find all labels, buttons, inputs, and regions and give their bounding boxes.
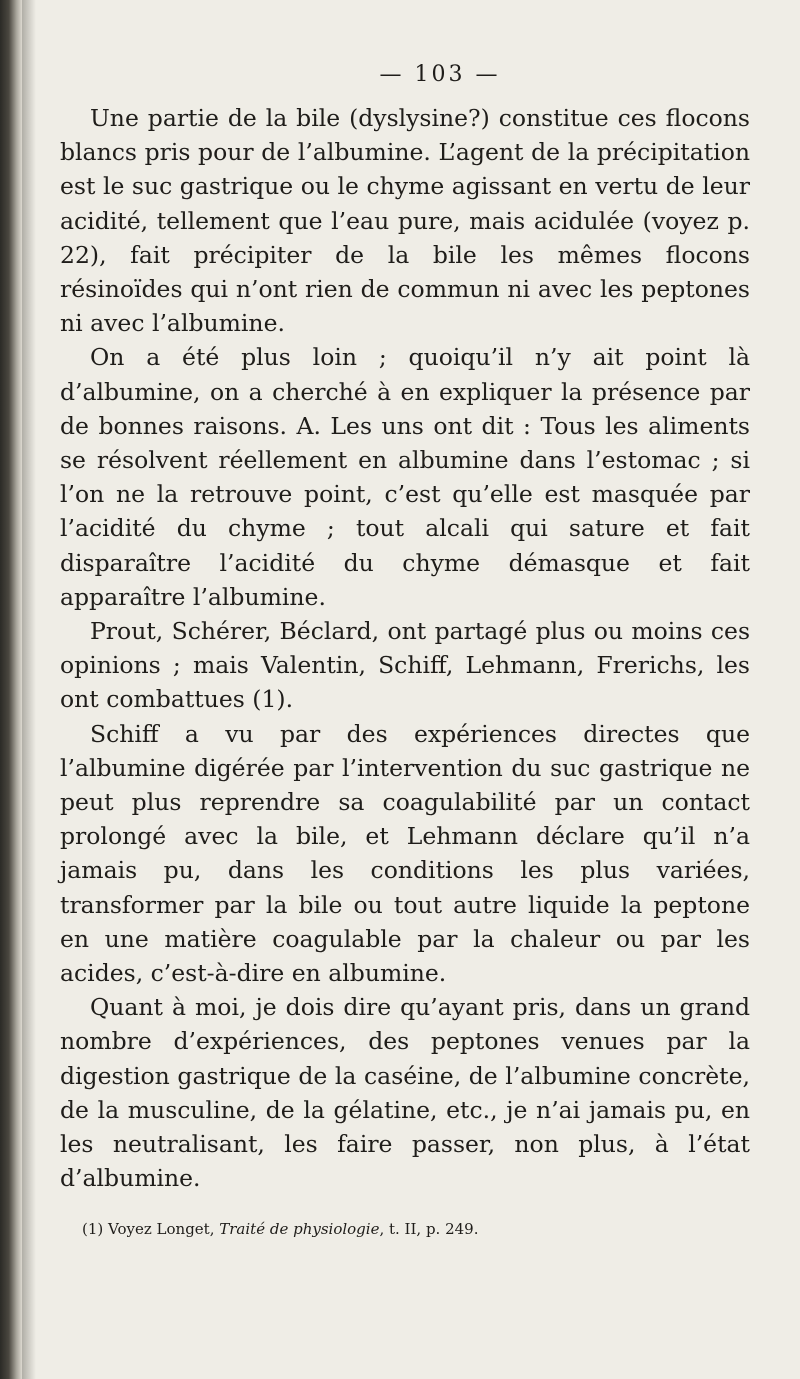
paragraph-2: On a été plus loin ; quoiqu’il n’y ait point là d’albumine, on a cherché à en expliquer la présence par de bonnes raisons. A. Les uns ont dit : Tous les aliments se résolvent réellement en albumine dans l’estomac ; si l’on ne la retrouve point, c’est qu’elle est masquée par l’acidité du chyme ; tout alcali qui sature et fait disparaître l’acidité du chyme démasque et fait apparaître l’albumine. bbox=[60, 343, 750, 611]
gutter-shadow bbox=[22, 0, 36, 1379]
footnote-lead: Voyez Longet, bbox=[108, 1219, 215, 1238]
book-binding-shadow bbox=[0, 0, 22, 1379]
footnote-marker: (1) bbox=[82, 1219, 104, 1238]
paragraph-5: Quant à moi, je dois dire qu’ayant pris, dans un grand nombre d’expériences, des peptones venues par la digestion gastrique de la caséine, de l’albumine concrète, de la musculine, de la gélatine, etc., je n’ai jamais pu, en les neutralisant, les faire passer, non plus, à l’état d’albumine. bbox=[60, 993, 750, 1193]
paragraph-3: Prout, Schérer, Béclard, ont partagé plus ou moins ces opinions ; mais Valentin, Schiff, Lehmann, Frerichs, les ont combattues (1). bbox=[60, 617, 750, 714]
footnote-ref: , t. II, p. 249. bbox=[379, 1219, 479, 1238]
footnote-title: Traité de physiologie bbox=[219, 1219, 380, 1238]
paragraph-1: Une partie de la bile (dyslysine?) constitue ces flocons blancs pris pour de l’albumine. L’agent de la précipitation est le suc gastrique ou le chyme agissant en vertu de leur acidité, tellement que l’eau pure, mais acidulée (voyez p. 22), fait précipiter de la bile les mêmes flocons résinoïdes qui n’ont rien de commun ni avec les peptones ni avec l’albumine. bbox=[60, 104, 750, 338]
paragraph-4: Schiff a vu par des expériences directes que l’albumine digérée par l’intervention du suc gastrique ne peut plus reprendre sa coagulabilité par un contact prolongé avec la bile, et Lehmann déclare qu’il n’a jamais pu, dans les conditions les plus variées, transformer par la bile ou tout autre liquide la peptone en une matière coagulable par la chaleur ou par les acides, c’est-à-dire en albumine. bbox=[60, 719, 750, 988]
page-number: — 103 — bbox=[379, 62, 501, 87]
book-page bbox=[60, 62, 750, 1238]
footnote bbox=[82, 1220, 750, 1238]
